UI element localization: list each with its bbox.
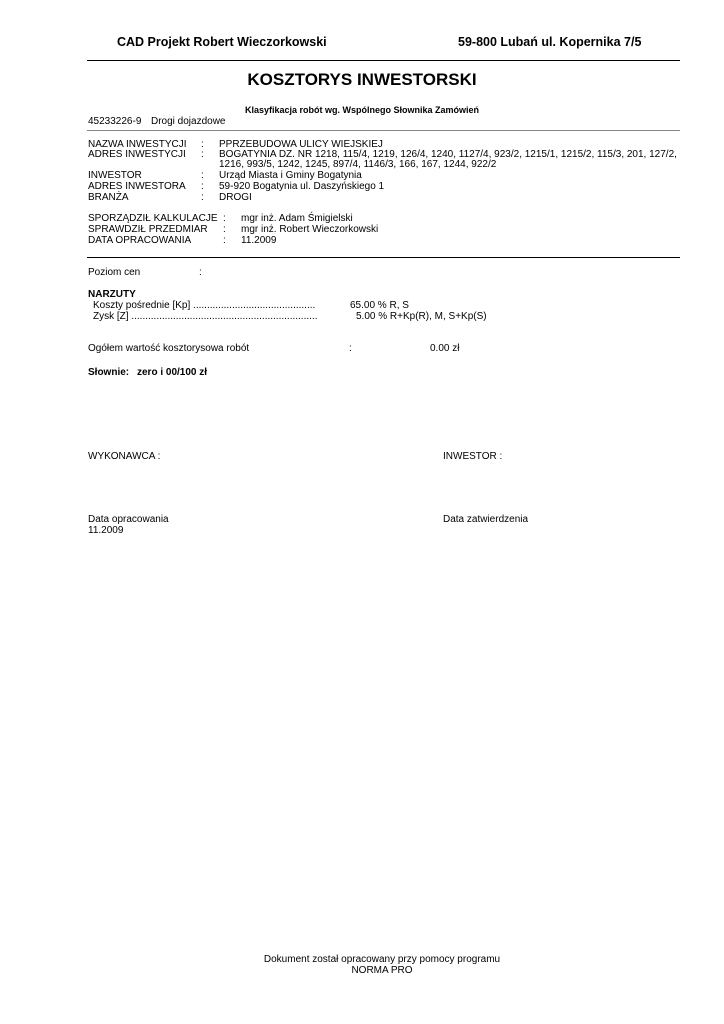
- investor-address-label: ADRES INWESTORA: [88, 181, 186, 192]
- colon: :: [349, 343, 352, 354]
- kp-value: 65.00 % R, S: [350, 300, 409, 311]
- colon: :: [201, 181, 204, 192]
- colon: :: [223, 235, 226, 246]
- section-divider: [87, 130, 680, 131]
- date-prepared-label: Data opracowania: [88, 514, 169, 525]
- classification-code: 45233226-9: [88, 116, 142, 127]
- branch-value: DROGI: [219, 192, 252, 203]
- header-divider: [87, 60, 680, 61]
- footer-line-1: Dokument został opracowany przy pomocy programu: [263, 954, 501, 965]
- date-prepared-value: 11.2009: [88, 525, 124, 536]
- colon: :: [201, 149, 204, 160]
- colon: :: [201, 139, 204, 150]
- company-name: CAD Projekt Robert Wieczorkowski: [117, 35, 327, 49]
- investor-value: Urząd Miasta i Gminy Bogatynia: [219, 170, 362, 181]
- document-title: KOSZTORYS INWESTORSKI: [247, 70, 477, 89]
- investment-address-label: ADRES INWESTYCJI: [88, 149, 186, 160]
- branch-label: BRANŻA: [88, 192, 129, 203]
- investment-address-value-2: 1216, 993/5, 1242, 1245, 897/4, 1146/3, 166, 167, 1244, 922/2: [219, 159, 497, 170]
- total-label: Ogółem wartość kosztorysowa robót: [88, 343, 250, 354]
- colon: :: [201, 192, 204, 203]
- colon: :: [223, 224, 226, 235]
- classification-heading: Klasyfikacja robót wg. Wspólnego Słownika Zamówień: [244, 105, 480, 115]
- checked-label: SPRAWDZIŁ PRZEDMIAR: [88, 224, 208, 235]
- contractor-label: WYKONAWCA :: [88, 451, 161, 462]
- kp-label: Koszty pośrednie [Kp] ............................................: [93, 300, 316, 311]
- words-label: Słownie:: [88, 367, 130, 378]
- prepared-value: mgr inż. Adam Śmigielski: [241, 213, 353, 224]
- investment-address-value-1: BOGATYNIA DZ. NR 1218, 115/4, 1219, 126/4, 1240, 1127/4, 923/2, 1215/1, 1215/2, 115/3, 201, 127/2,: [219, 149, 677, 160]
- total-value: 0.00 zł: [430, 343, 460, 354]
- words-value: zero i 00/100 zł: [137, 367, 208, 378]
- date-approved-label: Data zatwierdzenia: [443, 514, 529, 525]
- footer-line-2: NORMA PRO: [351, 965, 413, 976]
- z-value: 5.00 % R+Kp(R), M, S+Kp(S): [356, 311, 487, 322]
- price-level-label: Poziom cen: [88, 267, 141, 278]
- investment-name-value: PPRZEBUDOWA ULICY WIEJSKIEJ: [219, 139, 383, 150]
- classification-name: Drogi dojazdowe: [151, 116, 226, 127]
- colon: :: [201, 170, 204, 181]
- prepared-label: SPORZĄDZIŁ KALKULACJE: [88, 213, 218, 224]
- date-value: 11.2009: [241, 235, 277, 246]
- section-divider-2: [87, 257, 680, 258]
- investment-name-label: NAZWA INWESTYCJI: [88, 139, 187, 150]
- date-label: DATA OPRACOWANIA: [88, 235, 192, 246]
- surcharges-heading: NARZUTY: [88, 289, 136, 300]
- colon: :: [223, 213, 226, 224]
- colon: :: [199, 267, 202, 278]
- investor-address-value: 59-920 Bogatynia ul. Daszyńskiego 1: [219, 181, 385, 192]
- checked-value: mgr inż. Robert Wieczorkowski: [241, 224, 379, 235]
- company-address: 59-800 Lubań ul. Kopernika 7/5: [458, 35, 642, 49]
- investor-label: INWESTOR: [88, 170, 142, 181]
- investor-signature-label: INWESTOR :: [443, 451, 503, 462]
- z-label: Zysk [Z] ...................................................................: [93, 311, 318, 322]
